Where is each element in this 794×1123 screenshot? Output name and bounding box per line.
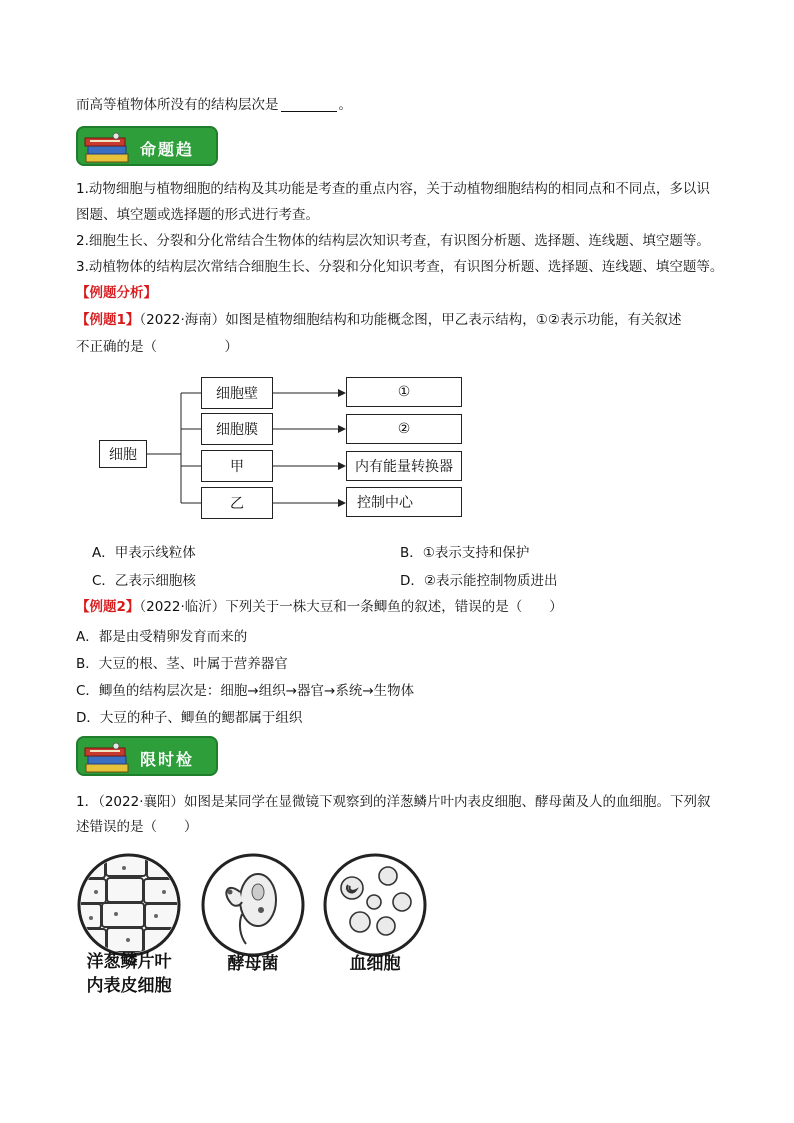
example1-option-b[interactable]: B．①表示支持和保护 (400, 545, 530, 561)
function-box-1: ① (346, 377, 462, 407)
example1-option-c[interactable]: C．乙表示细胞核 (92, 573, 196, 589)
example-header: 【例题分析】 (76, 285, 157, 301)
onion-caption-line2: 内表皮细胞 (86, 976, 172, 996)
root-cell-box: 细胞 (99, 440, 147, 468)
structure-box-wall: 细胞壁 (201, 377, 273, 409)
example2-text: （2022·临沂）下列关于一株大豆和一条鲫鱼的叙述，错误的是（ ） (139, 599, 563, 615)
onion-caption-line1: 洋葱鳞片叶 (86, 952, 172, 972)
onion-epidermis-image (76, 852, 182, 958)
trend-line-3: 2.细胞生长、分裂和分化常结合生物体的结构层次知识考查，有识图分析题、选择题、连线题、填空题等。 (76, 233, 710, 249)
answer-blank[interactable] (281, 97, 337, 112)
example2-option-a[interactable]: A．都是由受精卵发育而来的 (76, 629, 248, 645)
example1-option-a[interactable]: A．甲表示线粒体 (92, 545, 196, 561)
cell-concept-diagram (99, 372, 469, 522)
function-box-energy: 内有能量转换器 (346, 451, 462, 481)
question1-line1: 1．（2022·襄阳）如图是某同学在显微镜下观察到的洋葱鳞片叶内表皮细胞、酵母菌及人的血细胞。下列叙 (76, 794, 711, 810)
example1-tag: 【例题1】 (76, 312, 140, 328)
trend-badge-label: 命题趋 (140, 140, 195, 159)
blood-cells-image (322, 852, 428, 958)
trend-line-2: 图题、填空题或选择题的形式进行考查。 (76, 207, 319, 223)
structure-box-yi: 乙 (201, 487, 273, 519)
intro-end: 。 (338, 97, 352, 113)
trend-line-1: 1.动物细胞与植物细胞的结构及其功能是考查的重点内容，关于动植物细胞结构的相同点和不同点，多以识 (76, 181, 710, 197)
example2-tag: 【例题2】 (76, 599, 140, 615)
trend-line-4: 3.动植物体的结构层次常结合细胞生长、分裂和分化知识考查，有识图分析题、选择题、连线题、填空题等。 (76, 259, 724, 275)
trend-badge (76, 126, 218, 166)
example1-option-d[interactable]: D．②表示能控制物质进出 (400, 573, 558, 589)
example1-line1 (76, 311, 682, 329)
example2-option-b[interactable]: B．大豆的根、茎、叶属于营养器官 (76, 656, 288, 672)
quiz-badge-label: 限时检 (140, 750, 195, 769)
blood-caption: 血细胞 (349, 954, 401, 974)
books-icon (84, 132, 132, 164)
example2-option-d[interactable]: D．大豆的种子、鲫鱼的鳃都属于组织 (76, 710, 303, 726)
function-box-2: ② (346, 414, 462, 444)
intro-line (76, 96, 352, 114)
example2-stem (76, 598, 563, 616)
example1-text: （2022·海南）如图是植物细胞结构和功能概念图，甲乙表示结构，①②表示功能，有关叙述 (139, 312, 682, 328)
structure-box-membrane: 细胞膜 (201, 413, 273, 445)
yeast-caption: 酵母菌 (227, 954, 279, 974)
question1-line2: 述错误的是（ ） (76, 819, 198, 835)
yeast-image (200, 852, 306, 958)
example2-option-c[interactable]: C．鲫鱼的结构层次是：细胞→组织→器官→系统→生物体 (76, 683, 415, 699)
books-icon (84, 742, 132, 774)
function-box-control: 控制中心 (346, 487, 462, 517)
quiz-badge (76, 736, 218, 776)
intro-text: 而高等植物体所没有的结构层次是 (76, 97, 279, 113)
structure-box-jia: 甲 (201, 450, 273, 482)
example1-line2: 不正确的是（ ） (76, 339, 238, 355)
